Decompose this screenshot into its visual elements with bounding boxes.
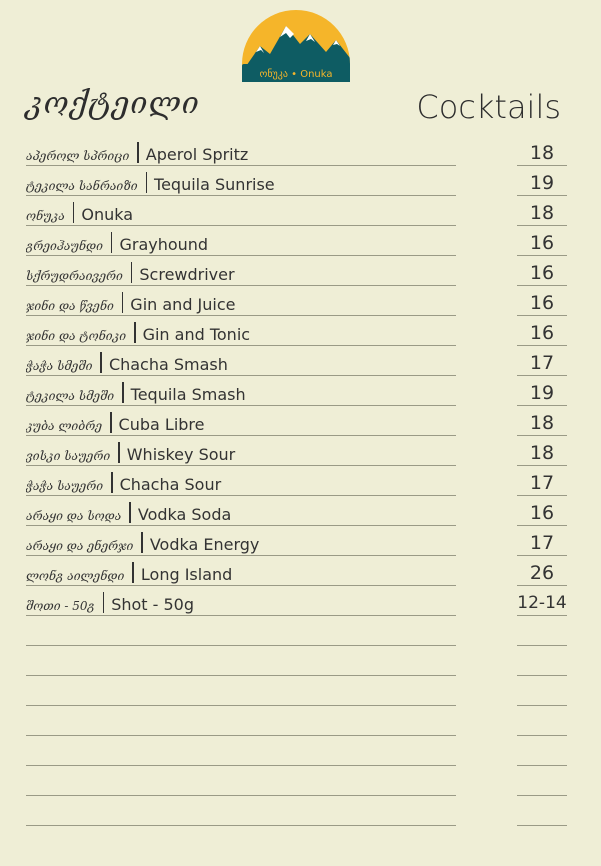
menu-item <box>0 498 601 528</box>
menu-item-georgian: ვისკი საუერი <box>26 449 111 463</box>
menu-item-georgian: ჯინი და ტონიკი <box>26 329 127 343</box>
menu-item <box>0 678 601 708</box>
menu-item <box>0 618 601 648</box>
menu-item-english: Gin and Juice <box>130 295 236 314</box>
menu-item-price <box>517 768 567 796</box>
menu-item-name <box>26 588 456 616</box>
menu-item-georgian: ჯინი და წვენი <box>26 299 114 313</box>
menu-item <box>0 468 601 498</box>
menu-item-name <box>26 138 456 166</box>
menu-item-georgian: ლონგ აილენდი <box>26 569 125 583</box>
menu-item-name <box>26 558 456 586</box>
menu-item-name <box>26 768 456 796</box>
separator <box>122 292 124 313</box>
menu-item-name <box>26 168 456 196</box>
menu-item-name <box>26 198 456 226</box>
separator <box>141 532 143 553</box>
heading-english: Cocktails <box>416 88 561 126</box>
menu-item-price: 18 <box>517 138 567 166</box>
menu-item-georgian: სქრუდრაივერი <box>26 269 123 283</box>
menu-item-english: Onuka <box>81 205 134 224</box>
menu-item-name <box>26 378 456 406</box>
menu-item-georgian: ჭაჭა საუერი <box>26 479 104 493</box>
menu-item-english: Chacha Sour <box>119 475 222 494</box>
menu-item-name <box>26 438 456 466</box>
menu-item <box>0 648 601 678</box>
menu-item-name <box>26 738 456 766</box>
heading-georgian: კოქტეილი <box>26 86 200 121</box>
menu-item-english: Screwdriver <box>139 265 235 284</box>
menu-item <box>0 528 601 558</box>
menu-item-georgian: აპეროლ სპრიცი <box>26 149 130 163</box>
menu-item-name <box>26 318 456 346</box>
menu-item-english: Vodka Soda <box>137 505 232 524</box>
menu-item-price <box>517 678 567 706</box>
separator <box>146 172 148 193</box>
menu-item-price: 17 <box>517 528 567 556</box>
menu-item-price <box>517 738 567 766</box>
menu-item-price <box>517 618 567 646</box>
menu-item <box>0 228 601 258</box>
menu-item-price: 19 <box>517 378 567 406</box>
separator <box>111 472 113 493</box>
menu-item-price: 18 <box>517 408 567 436</box>
menu-item-georgian: ტეკილა სანრაიზი <box>26 179 138 193</box>
menu-item-price <box>517 648 567 676</box>
separator <box>110 412 112 433</box>
menu-item-price: 16 <box>517 258 567 286</box>
menu-item-price: 26 <box>517 558 567 586</box>
menu-item-english: Aperol Spritz <box>145 145 249 164</box>
menu-item-price: 18 <box>517 438 567 466</box>
menu-item-price: 19 <box>517 168 567 196</box>
separator <box>129 502 131 523</box>
menu-item-price <box>517 798 567 826</box>
onuka-logo <box>240 2 352 82</box>
menu-item <box>0 198 601 228</box>
menu-item-name <box>26 678 456 706</box>
menu-item-georgian: გრეიჰაუნდი <box>26 239 103 253</box>
menu-item-english: Tequila Sunrise <box>154 175 275 194</box>
menu-item <box>0 348 601 378</box>
separator <box>111 232 113 253</box>
menu-item-english: Tequila Smash <box>130 385 246 404</box>
menu-item-name <box>26 648 456 676</box>
menu-item <box>0 318 601 348</box>
menu-item-name <box>26 708 456 736</box>
menu-item-georgian: ონუკა <box>26 209 65 223</box>
separator <box>131 262 133 283</box>
menu-item-english: Grayhound <box>119 235 209 254</box>
menu-item-georgian: არაყი და სოდა <box>26 509 122 523</box>
menu-item-georgian: ტეკილა სმეში <box>26 389 115 403</box>
menu-item <box>0 798 601 828</box>
menu-item <box>0 168 601 198</box>
menu-item-price: 17 <box>517 348 567 376</box>
menu-item <box>0 738 601 768</box>
menu-list <box>0 138 601 828</box>
menu-item-name <box>26 468 456 496</box>
menu-item-georgian: არაყი და ენერჯი <box>26 539 134 553</box>
separator <box>100 352 102 373</box>
menu-item-english: Chacha Smash <box>108 355 228 374</box>
separator <box>134 322 136 343</box>
menu-item-price: 12-14 <box>517 588 567 616</box>
menu-item-name <box>26 288 456 316</box>
menu-item-georgian: კუბა ლიბრე <box>26 419 103 433</box>
menu-item-price <box>517 708 567 736</box>
separator <box>137 142 139 163</box>
menu-item-price: 17 <box>517 468 567 496</box>
menu-item <box>0 708 601 738</box>
menu-item-english: Long Island <box>140 565 233 584</box>
menu-item-english: Vodka Energy <box>149 535 260 554</box>
logo-text: ონუკა • Onuka <box>259 69 333 80</box>
menu-item-price: 16 <box>517 498 567 526</box>
separator <box>118 442 120 463</box>
menu-item-georgian: ჭაჭა სმეში <box>26 359 93 373</box>
menu-item-name <box>26 348 456 376</box>
menu-item <box>0 768 601 798</box>
menu-item <box>0 378 601 408</box>
menu-item <box>0 558 601 588</box>
menu-item-georgian: შოთი - 50გ <box>26 599 95 613</box>
menu-item-price: 16 <box>517 318 567 346</box>
menu-item-price: 16 <box>517 288 567 316</box>
menu-item-name <box>26 408 456 436</box>
menu-item-price: 16 <box>517 228 567 256</box>
menu-item <box>0 258 601 288</box>
menu-item-english: Gin and Tonic <box>142 325 251 344</box>
menu-item-english: Shot - 50g <box>111 595 195 614</box>
separator <box>103 592 105 613</box>
menu-item-name <box>26 228 456 256</box>
menu-item-name <box>26 528 456 556</box>
menu-item-price: 18 <box>517 198 567 226</box>
separator <box>73 202 75 223</box>
separator <box>122 382 124 403</box>
menu-item-name <box>26 618 456 646</box>
menu-item <box>0 288 601 318</box>
menu-item-english: Whiskey Sour <box>126 445 236 464</box>
menu-item-name <box>26 258 456 286</box>
menu-item <box>0 438 601 468</box>
separator <box>132 562 134 583</box>
menu-item-name <box>26 498 456 526</box>
menu-item-english: Cuba Libre <box>118 415 205 434</box>
menu-item <box>0 588 601 618</box>
menu-item <box>0 138 601 168</box>
menu-item-name <box>26 798 456 826</box>
menu-item <box>0 408 601 438</box>
